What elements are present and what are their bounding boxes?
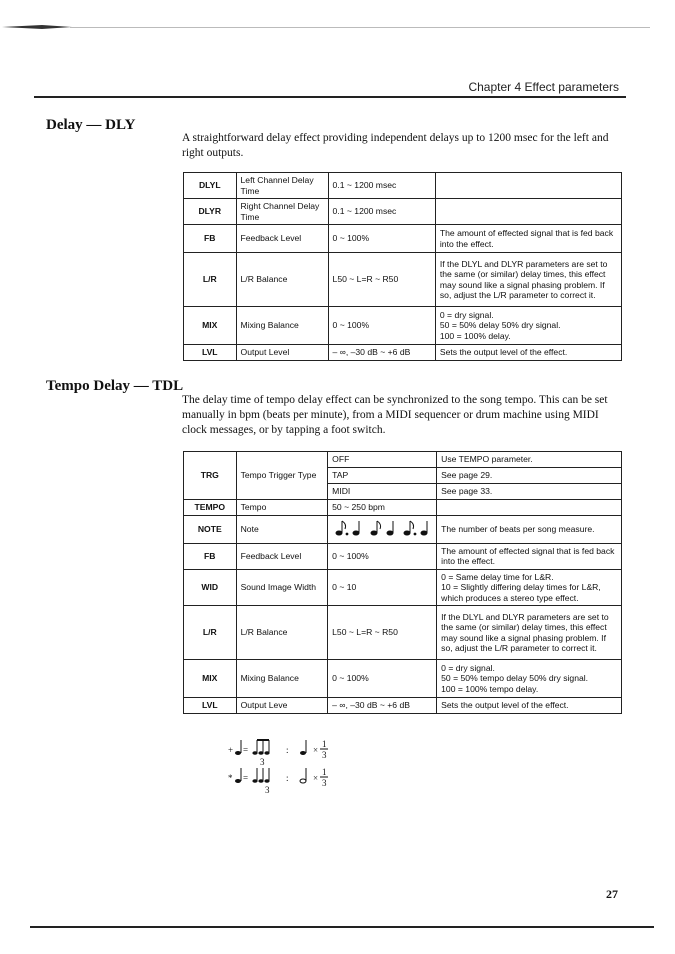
param-name: Output Leve (236, 698, 328, 714)
param-range: OFF (328, 452, 437, 468)
param-description: The number of beats per song measure. (437, 516, 622, 544)
table-row (184, 307, 622, 345)
param-key: L/R (184, 606, 237, 660)
svg-text:+: + (228, 745, 234, 755)
param-range: MIDI (328, 484, 437, 500)
param-name: Note (236, 516, 328, 544)
tempo-delay-intro: The delay time of tempo delay effect can be synchronized to the song tempo. This can be set manually in bpm (beats per minute), from a MIDI sequencer or drum machine using MIDI clock messages, or by tapping a foot switch. (182, 394, 608, 436)
param-description: 0 = Same delay time for L&R. 10 = Slightly differing delay times for L&R, which produces a stereo type effect. (437, 569, 622, 606)
bottom-rule (30, 926, 654, 928)
table-row (184, 606, 622, 660)
param-description: 0 = dry signal. 50 = 50% delay 50% dry signal. 100 = 100% delay. (435, 307, 621, 345)
param-description: Sets the output level of the effect. (435, 345, 621, 361)
table-row (184, 199, 622, 225)
param-description: The amount of effected signal that is fed back into the effect. (435, 225, 621, 253)
svg-text:=: = (243, 745, 249, 755)
param-key: LVL (184, 698, 237, 714)
param-key: WID (184, 569, 237, 606)
param-range: 0 ~ 100% (328, 543, 437, 569)
svg-text:×: × (313, 745, 319, 755)
param-description (437, 500, 622, 516)
param-name: Feedback Level (236, 225, 328, 253)
param-name: Right Channel Delay Time (236, 199, 328, 225)
param-name: Mixing Balance (236, 307, 328, 345)
param-name: Feedback Level (236, 543, 328, 569)
table-row (184, 345, 622, 361)
tempo-delay-table (183, 451, 622, 714)
param-description: Sets the output level of the effect. (437, 698, 622, 714)
param-range: TAP (328, 468, 437, 484)
param-description: Use TEMPO parameter. (437, 452, 622, 468)
table-row (184, 516, 622, 544)
param-name: L/R Balance (236, 606, 328, 660)
note-symbols (328, 516, 437, 544)
param-range: 0 ~ 100% (328, 660, 437, 698)
param-description: See page 29. (437, 468, 622, 484)
param-range: 0 ~ 100% (328, 225, 435, 253)
param-description: See page 33. (437, 484, 622, 500)
param-key: FB (184, 543, 237, 569)
triplet-number: 3 (260, 757, 265, 767)
scan-mark-icon (2, 24, 72, 30)
triplet-footnote-icon (228, 736, 348, 796)
table-row (184, 500, 622, 516)
param-key: MIX (184, 660, 237, 698)
param-description (435, 199, 621, 225)
param-key: NOTE (184, 516, 237, 544)
table-row (184, 452, 622, 468)
page-number: 27 (606, 887, 618, 901)
param-range: 0.1 ~ 1200 msec (328, 199, 435, 225)
svg-text::: : (286, 773, 289, 783)
svg-text:×: × (313, 773, 319, 783)
param-range: 50 ~ 250 bpm (328, 500, 437, 516)
note-values-icon (332, 518, 432, 538)
param-key: FB (184, 225, 237, 253)
delay-table (183, 172, 622, 361)
param-name: Sound Image Width (236, 569, 328, 606)
fraction-denominator: 3 (322, 750, 327, 760)
table-row (184, 543, 622, 569)
param-key: DLYL (184, 173, 237, 199)
top-rule (70, 27, 650, 28)
param-description: 0 = dry signal. 50 = 50% tempo delay 50% dry signal. 100 = 100% tempo delay. (437, 660, 622, 698)
table-row (184, 173, 622, 199)
param-description: If the DLYL and DLYR parameters are set to the same (or similar) delay times, this effect may sound like a signal phasing problem. If so, adjust the L/R parameter to correct it. (437, 606, 622, 660)
param-key: TEMPO (184, 500, 237, 516)
param-name: Mixing Balance (236, 660, 328, 698)
param-range: – ∞, –30 dB ~ +6 dB (328, 345, 435, 361)
fraction-numerator: 1 (322, 739, 327, 749)
param-range: 0.1 ~ 1200 msec (328, 173, 435, 199)
fraction-denominator: 3 (322, 778, 327, 788)
header-rule (34, 96, 626, 98)
table-row (184, 698, 622, 714)
param-range: 0 ~ 10 (328, 569, 437, 606)
param-key: DLYR (184, 199, 237, 225)
tempo-delay-title: Tempo Delay — TDL (46, 378, 184, 394)
param-name: L/R Balance (236, 253, 328, 307)
chapter-header: Chapter 4 Effect parameters (468, 80, 619, 94)
param-name: Output Level (236, 345, 328, 361)
param-range: – ∞, –30 dB ~ +6 dB (328, 698, 437, 714)
table-row (184, 660, 622, 698)
param-name: Tempo Trigger Type (236, 452, 328, 500)
table-row (184, 569, 622, 606)
param-description: If the DLYL and DLYR parameters are set to the same (or similar) delay times, this effect may sound like a signal phasing problem. If so, adjust the L/R parameter to correct it. (435, 253, 621, 307)
param-key: TRG (184, 452, 237, 500)
param-description (435, 173, 621, 199)
param-key: LVL (184, 345, 237, 361)
param-key: L/R (184, 253, 237, 307)
note-footnotes (228, 736, 348, 796)
svg-text:*: * (228, 773, 233, 783)
triplet-number: 3 (265, 785, 270, 795)
param-name: Tempo (236, 500, 328, 516)
fraction-numerator: 1 (322, 767, 327, 777)
param-key: MIX (184, 307, 237, 345)
delay-intro: A straightforward delay effect providing independent delays up to 1200 msec for the left and right outputs. (182, 132, 609, 159)
param-description: The amount of effected signal that is fed back into the effect. (437, 543, 622, 569)
svg-text::: : (286, 745, 289, 755)
svg-text:=: = (243, 773, 249, 783)
delay-title: Delay — DLY (46, 117, 136, 133)
param-range: L50 ~ L=R ~ R50 (328, 253, 435, 307)
table-row (184, 225, 622, 253)
param-range: 0 ~ 100% (328, 307, 435, 345)
param-range: L50 ~ L=R ~ R50 (328, 606, 437, 660)
table-row (184, 253, 622, 307)
param-name: Left Channel Delay Time (236, 173, 328, 199)
